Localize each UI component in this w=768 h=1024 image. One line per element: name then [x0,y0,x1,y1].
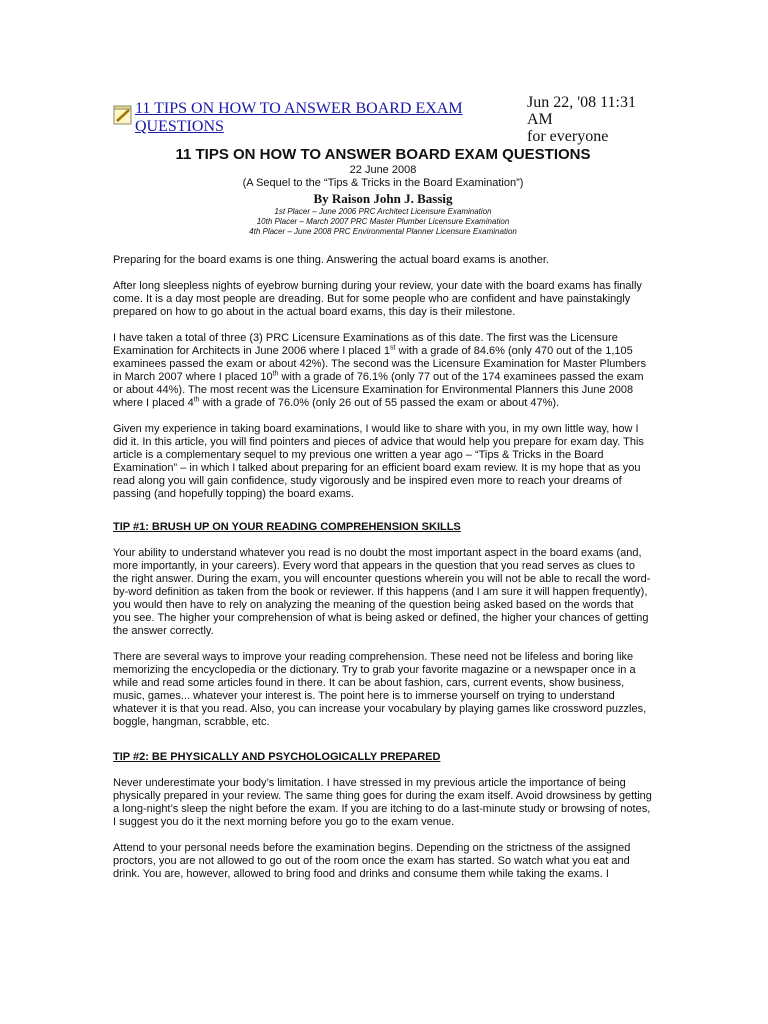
document-author: By Raison John J. Bassig [313,191,453,206]
note-meta [527,94,667,145]
note-icon [113,104,133,126]
placer-line: 1st Placer – June 2006 PRC Architect Licensure Examination [274,207,492,216]
paragraph [113,332,653,410]
note-title-link[interactable] [135,100,465,136]
paragraph: Preparing for the board exams is one thing. Answering the actual board exams is another. [113,254,549,266]
document-heading [113,146,653,237]
note-title-line1: 11 TIPS ON HOW TO ANSWER BOARD EXAM [135,100,463,117]
paragraph: After long sleepless nights of eyebrow burning during your review, your date with the board exams has finally come. It is a day most people are dreading. But for some people who are confident and have painstakingly prepared on how to go about in the actual board exams, this day is their milestone. [113,280,642,318]
note-title-line2: QUESTIONS [135,118,224,135]
superscript: st [390,344,396,352]
placer-line: 4th Placer – June 2008 PRC Environmental Planner Licensure Examination [249,227,517,236]
superscript: th [272,370,279,378]
note-audience: for everyone [527,128,609,145]
paragraph-text: with a grade of 76.0% (only 26 out of 55 passed the exam or about 47%). [199,397,560,409]
paragraph: Attend to your personal needs before the examination begins. Depending on the strictness of the assigned proctors, you are not allowed to go out of the room once the exam has started. So watch what you eat and drink. You are, however, allowed to bring food and drinks and consume them while taking the exams. I [113,842,631,880]
paragraph-text: I have taken a total of three (3) PRC Licensure Examinations as of this date. The first was the Licensure Examination for Architects in June 2006 where I placed 1 [113,332,618,357]
document-date: 22 June 2008 [349,164,417,176]
paragraph-text: with a grade of 76.1% (only 77 out of the 174 examinees passed the exam or about 44%). The most recent was the Licensure Examination for Environmental Planners this June 2008 where I placed 4 [113,371,644,409]
superscript: th [193,396,200,404]
paragraph: Given my experience in taking board examinations, I would like to share with you, in my own little way, how I did it. In this article, you will find pointers and pieces of advice that would help you prepare for exam day. This article is a complementary sequel to my previous one written a year ago – “Tips & Tricks in the Board Examination” – in which I talked about preparing for an efficient board exam review. It is my hope that as you read along you will gain confidence, study vigorously and be inspired even more to reach your dreams of passing (and hopefully topping) the board exams. [113,423,644,500]
document-title: 11 TIPS ON HOW TO ANSWER BOARD EXAM QUESTIONS [175,146,591,163]
placer-line: 10th Placer – March 2007 PRC Master Plumber Licensure Examination [256,217,510,226]
paragraph: Your ability to understand whatever you read is no doubt the most important aspect in the board exams (and, more importantly, in your careers). Every word that appears in the question that you read serves as clues to the right answer. During the exam, you will encounter questions wherein you will not be able to recall the word-by-word definition as taken from the book or reviewer. If this happens (and I am sure it will happen frequently), you would then have to rely on analyzing the meaning of the question being asked based on the words that you see. The higher your comprehension of what is being asked or defined, the higher your chances of getting the answer correctly. [113,547,651,637]
note-date: Jun 22, '08 11:31 [527,94,636,111]
tip-1-heading: TIP #1: BRUSH UP ON YOUR READING COMPREHENSION SKILLS [113,521,461,533]
tip-2-heading: TIP #2: BE PHYSICALLY AND PSYCHOLOGICALLY PREPARED [113,751,441,763]
document-sequel: (A Sequel to the “Tips & Tricks in the Board Examination”) [242,177,524,189]
paragraph: Never underestimate your body’s limitation. I have stressed in my previous article the importance of being physically prepared in your review. The same thing goes for during the exam itself. Avoid drowsiness by getting a long-night’s sleep the night before the exam. If you are itching to do a last-minute study or browsing of notes, I suggest you do it the next morning before you go to the exam venue. [113,777,652,828]
paragraph-text: with a grade of 84.6% (only 470 out of the 1,105 examinees passed the exam or about 42%). The second was the Licensure Examination for Master Plumbers in March 2007 where I placed 10 [113,345,646,383]
note-ampm: AM [527,111,553,128]
document-body [113,146,653,881]
paragraph: There are several ways to improve your reading comprehension. These need not be lifeless and boring like memorizing the encyclopedia or the dictionary. Try to grab your favorite magazine or a newspaper once in a while and read some articles found in there. It can be about fashion, cars, current events, show business, music, games... whatever your interest is. The point here is to immerse yourself on trying to understand whatever it is that you read. Also, you can increase your vocabulary by playing games like crossword puzzles, boggle, hangman, scrabble, etc. [113,651,647,728]
